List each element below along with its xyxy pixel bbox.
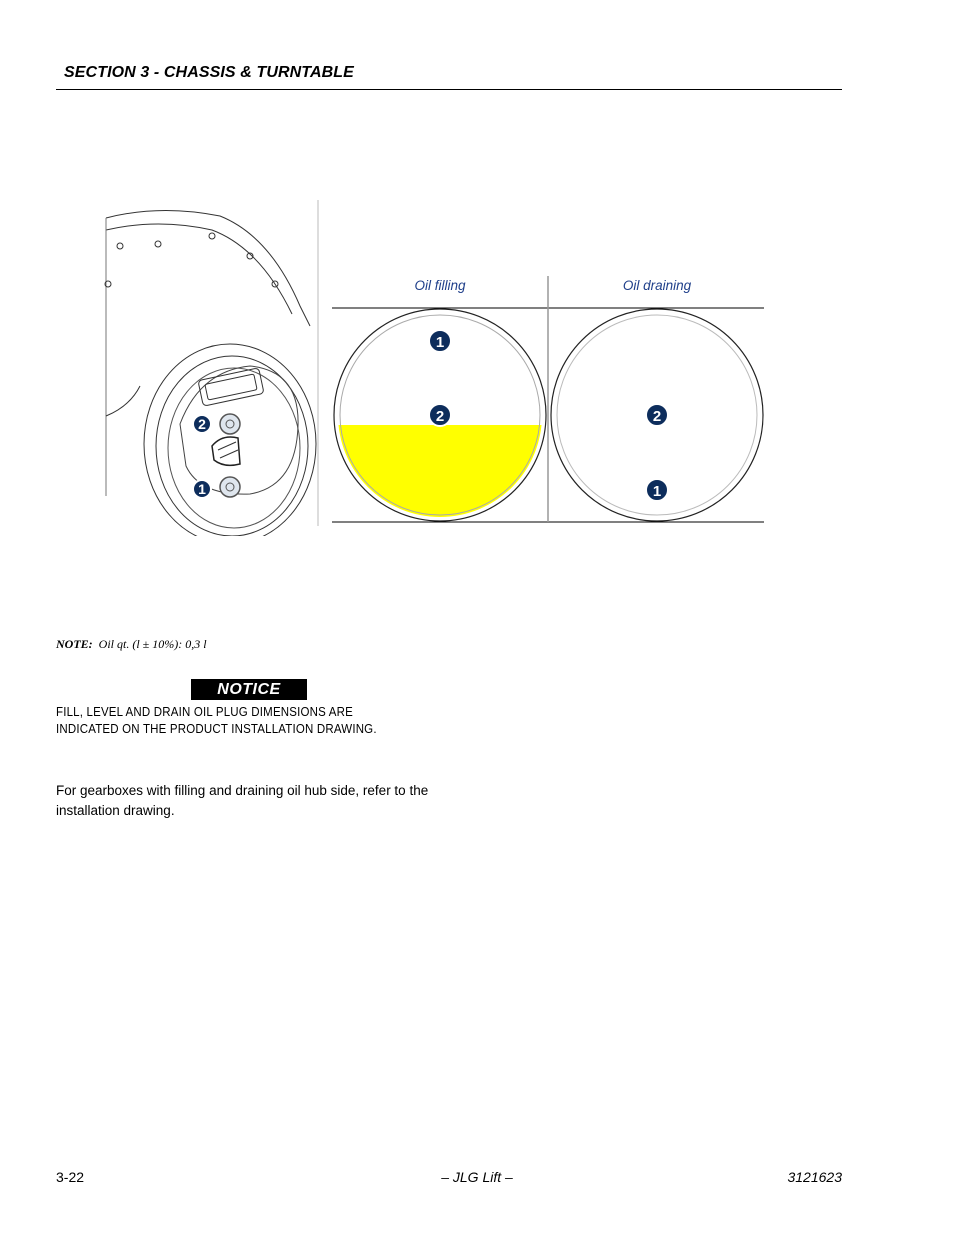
filling-marker-2 bbox=[429, 404, 451, 426]
svg-text:1: 1 bbox=[198, 481, 206, 497]
section-title: SECTION 3 - CHASSIS & TURNTABLE bbox=[64, 64, 354, 81]
oil-level-fill bbox=[336, 425, 546, 525]
draining-marker-1 bbox=[646, 479, 668, 501]
oil-plug-figure bbox=[100, 196, 780, 536]
draining-marker-2 bbox=[646, 404, 668, 426]
note-text: Oil qt. (l ± 10%): 0,3 l bbox=[98, 637, 207, 651]
notice-text: FILL, LEVEL AND DRAIN OIL PLUG DIMENSIONS ARE INDICATED ON THE PRODUCT INSTALLATION DRAWING. bbox=[56, 705, 377, 736]
col-header-oil-filling: Oil filling bbox=[414, 278, 466, 293]
header-rule bbox=[56, 89, 842, 90]
svg-text:2: 2 bbox=[198, 416, 206, 432]
col-header-oil-draining: Oil draining bbox=[622, 278, 692, 293]
oil-quantity-note bbox=[56, 637, 207, 652]
gearbox-marker-2 bbox=[193, 415, 211, 433]
svg-text:1: 1 bbox=[652, 483, 662, 500]
filling-marker-1 bbox=[429, 330, 451, 352]
page-number: 3-22 bbox=[56, 1169, 85, 1185]
notice-badge: NOTICE bbox=[191, 679, 307, 700]
body-paragraph: For gearboxes with filling and draining oil hub side, refer to the installation drawing. bbox=[56, 783, 429, 818]
gearbox-plug-2 bbox=[220, 414, 240, 434]
document-number: 3121623 bbox=[787, 1169, 842, 1185]
gearbox-plug-1 bbox=[220, 477, 240, 497]
svg-text:2: 2 bbox=[652, 408, 662, 425]
note-label: NOTE: bbox=[56, 637, 93, 651]
gearbox-marker-1 bbox=[193, 480, 211, 498]
footer-publisher: – JLG Lift – bbox=[441, 1169, 513, 1185]
svg-text:2: 2 bbox=[435, 408, 445, 425]
svg-text:1: 1 bbox=[435, 334, 445, 351]
